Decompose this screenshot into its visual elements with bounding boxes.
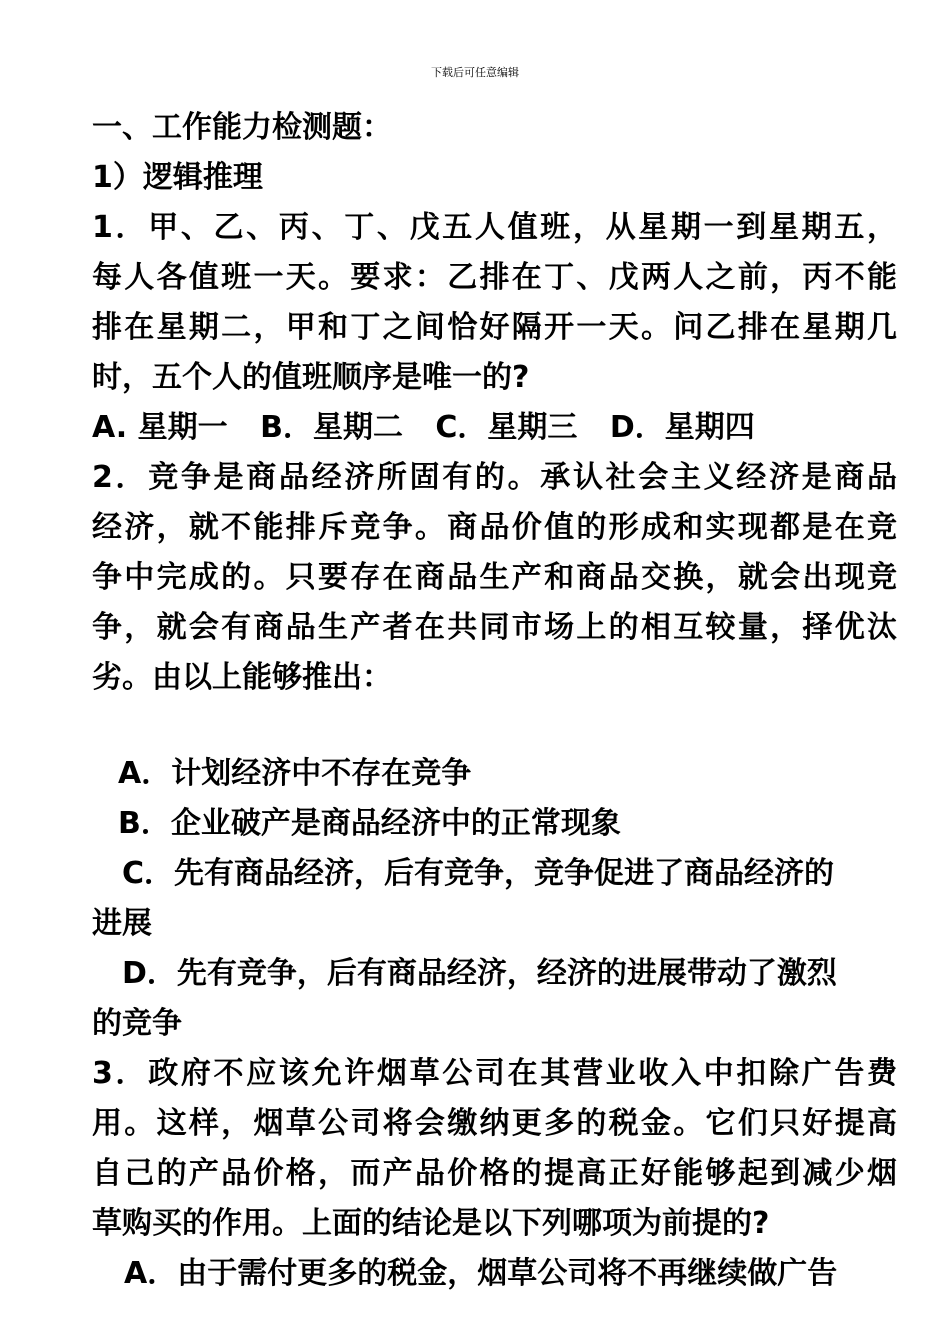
page-header: 下载后可任意编辑	[431, 66, 519, 79]
question-2-line: 2．竞争是商品经济所固有的。承认社会主义经济是商品	[92, 460, 897, 495]
question-2-option-c: C．先有商品经济，后有竞争，竞争促进了商品经济的	[122, 856, 835, 891]
question-1-option-c: C．星期三	[435, 410, 578, 445]
question-1-option-a: A. 星期一	[92, 410, 228, 445]
question-1-line: 时，五个人的值班顺序是唯一的?	[92, 360, 530, 395]
question-1-option-b: B．星期二	[260, 410, 403, 445]
question-3-line: 草购买的作用。上面的结论是以下列哪项为前提的?	[92, 1206, 770, 1241]
question-2-option-b: B．企业破产是商品经济中的正常现象	[118, 806, 621, 841]
question-2	[92, 453, 897, 1049]
document-body	[92, 103, 897, 1299]
question-3-line: 3．政府不应该允许烟草公司在其营业收入中扣除广告费	[92, 1056, 897, 1091]
question-1-options	[92, 403, 897, 453]
blank-spacer	[92, 703, 897, 749]
question-2-option-c-continued: 进展	[92, 906, 152, 941]
question-1	[92, 203, 897, 453]
question-2-line: 争，就会有商品生产者在共同市场上的相互较量，择优汰	[92, 610, 897, 645]
question-1-line: 每人各值班一天。要求：乙排在丁、戊两人之前，丙不能	[92, 260, 897, 295]
question-2-option-d: D．先有竞争，后有商品经济，经济的进展带动了激烈	[122, 956, 837, 991]
question-2-option-a: A．计划经济中不存在竞争	[118, 756, 472, 791]
question-3-option-a: A．由于需付更多的税金，烟草公司将不再继续做广告	[124, 1256, 838, 1291]
question-3-line: 用。这样，烟草公司将会缴纳更多的税金。它们只好提高	[92, 1106, 897, 1141]
subsection-title: 1）逻辑推理	[92, 160, 263, 195]
question-2-line: 经济，就不能排斥竞争。商品价值的形成和实现都是在竞	[92, 510, 897, 545]
question-2-line: 争中完成的。只要存在商品生产和商品交换，就会出现竞	[92, 560, 897, 595]
question-2-option-d-continued: 的竞争	[92, 1006, 182, 1041]
question-3-line: 自己的产品价格，而产品价格的提高正好能够起到减少烟	[92, 1156, 897, 1191]
question-3	[92, 1049, 897, 1299]
question-1-line: 排在星期二，甲和丁之间恰好隔开一天。问乙排在星期几	[92, 310, 897, 345]
question-1-line: 1．甲、乙、丙、丁、戊五人值班，从星期一到星期五，	[92, 210, 897, 245]
question-1-option-d: D．星期四	[609, 410, 755, 445]
section-title: 一、工作能力检测题：	[92, 110, 392, 145]
question-2-line: 劣。由以上能够推出：	[92, 660, 392, 695]
